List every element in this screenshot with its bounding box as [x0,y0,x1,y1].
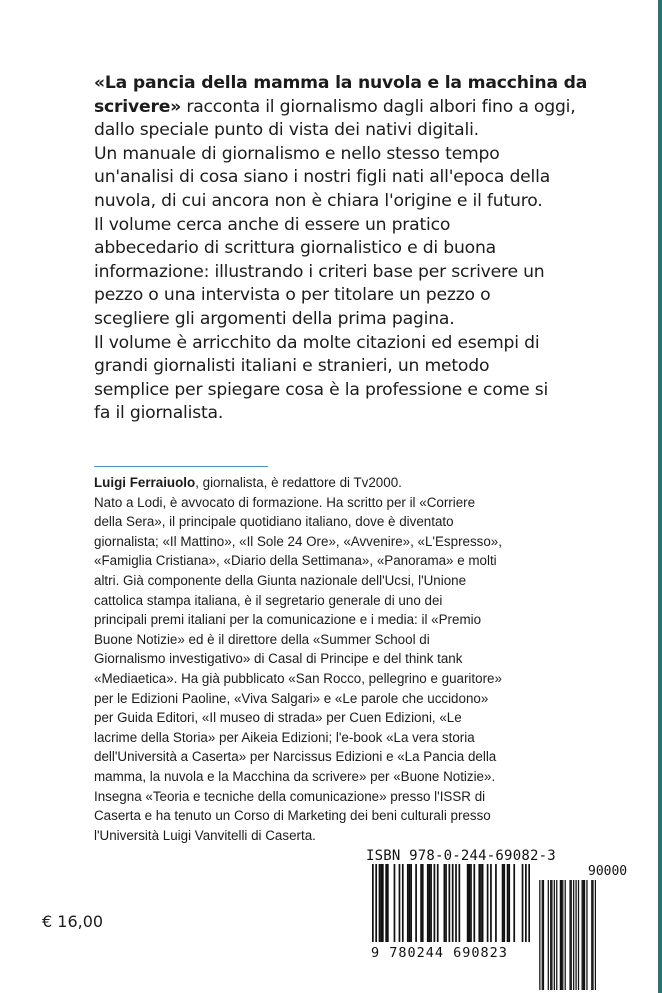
bio-text-run: per Guida Editori, «Il museo di strada» per Cuen Edizioni, «Le [94,710,462,726]
synopsis-line [94,96,576,120]
barcode-bar [387,864,389,942]
bio-text-run: Buone Notizie» ed è il direttore della «Summer School di [94,631,430,647]
barcode-bar [458,864,460,942]
barcode-bar [478,864,480,942]
barcode-bar [445,864,447,942]
barcode-bar [578,880,579,990]
synopsis-text-run: Il volume cerca anche di essere un pratico [94,214,451,235]
barcode-bar [528,864,530,942]
barcode-bar [560,880,561,990]
synopsis-bold-run: «La pancia della mamma la nuvola e la macchina da [94,73,588,93]
barcode-bar [539,880,540,990]
barcode-bar [583,880,584,990]
synopsis-line [94,119,564,143]
barcode-bar [556,880,557,990]
synopsis-line [94,284,564,308]
synopsis-text-run: fa il giornalista. [94,403,224,424]
section-divider [94,466,268,467]
barcode-bar [382,864,384,942]
barcode-main-bars [372,864,530,942]
synopsis-bold-run: scrivere» [94,96,182,117]
barcode-bar [402,864,404,942]
barcode-bar [586,880,587,990]
synopsis-line [94,379,564,403]
barcode-bar [487,864,489,942]
synopsis-text-run: nuvola, di cui ancora non è chiara l'origine e il futuro. [94,190,543,211]
barcode-bar [452,864,454,942]
synopsis-line [94,355,564,379]
bio-line [94,747,564,767]
barcode-addon-bars [538,880,596,990]
bio-text-run: giornalista; «Il Mattino», «Il Sole 24 Ore», «Avvenire», «L'Espresso», [94,533,502,549]
barcode-bar [595,880,596,990]
synopsis-text-run: Il volume è arricchito da molte citazioni ed esempi di [94,332,540,353]
barcode-bar [522,864,524,942]
synopsis-text-run: pezzo o una intervista o per titolare un pezzo o [94,285,491,306]
barcode-bar [394,864,396,942]
bio-line [94,806,564,826]
bio-line [94,610,564,630]
bio-text-run: Nato a Lodi, è avvocato di formazione. Ha scritto per il «Corriere [94,494,476,510]
barcode-bar [444,864,446,942]
bio-bold-run: Luigi Ferraiuolo [94,475,196,490]
bio-text-run: «Mediaetica». Ha già pubblicato «San Rocco, pellegrino e guaritore» [94,670,502,686]
barcode-bar [429,864,431,942]
synopsis-line [94,237,564,261]
barcode-bar [490,864,492,942]
barcode-bar [437,864,439,942]
barcode-bar [427,864,429,942]
synopsis-text-run: grandi giornalisti italiani e stranieri, un metodo [94,356,490,377]
barcode-digits: 9 780244 690823 [371,945,508,961]
bio-line [94,826,564,846]
barcode-bar [503,864,505,942]
barcode-bar [385,864,387,942]
barcode-bar [468,864,470,942]
barcode-bar [543,880,544,990]
bio-text-run: Insegna «Teoria e tecniche della comunicazione» presso l'ISSR di [94,788,486,804]
barcode-bar [495,864,497,942]
bio-line [94,473,564,493]
barcode-bar [409,864,411,942]
barcode-bar [449,864,451,942]
barcode-bar [571,880,572,990]
bio-text-run: Giornalismo investigativo» di Casal di Principe e del think tank [94,651,463,667]
synopsis-line [94,308,564,332]
bio-text-run: dell'Università a Caserta» per Narcissus Edizioni e «La Pancia della [94,749,497,765]
barcode-bar [551,880,552,990]
barcode-bar [372,864,374,942]
bio-line [94,787,564,807]
bio-text-run: «Famiglia Cristiana», «Diario della Settimana», «Panorama» e molti [94,553,497,569]
barcode-bar [480,864,482,942]
barcode-bar [407,864,409,942]
barcode-bar [592,880,593,990]
synopsis-text-run: racconta il giornalismo dagli albori fino a oggi, [181,96,576,117]
barcode-bar [473,864,475,942]
barcode-bar [502,864,504,942]
barcode-bar [415,864,417,942]
barcode-bar [455,864,457,942]
barcode-bar [379,864,381,942]
synopsis-text-run: dallo speciale punto di vista dei nativi digitali. [94,120,479,141]
synopsis-text-run: informazione: illustrando i criteri base per scrivere un [94,261,545,282]
barcode-bar [591,880,592,990]
barcode-bar [569,880,570,990]
bio-text-run: Caserta e ha tenuto un Corso di Marketing dei beni culturali presso [94,808,491,824]
bio-text-run: cattolica stampa italiana, è il segretario generale di uno dei [94,592,443,608]
synopsis-text-run: un'analisi di cosa siano i nostri figli nati all'epoca della [94,167,551,188]
barcode-bar [375,864,377,942]
barcode-bar [525,864,527,942]
bio-text-run: lacrime della Storia» per Aikeia Edizioni; l'e-book «La vera storia [94,729,475,745]
bio-line [94,767,564,787]
barcode-bar [582,880,583,990]
barcode-bar [410,864,412,942]
barcode-bar [422,864,424,942]
barcode-bar [548,880,549,990]
barcode-bar [507,864,509,942]
barcode-bar [542,880,543,990]
isbn-label: ISBN 978-0-244-69082-3 [366,848,556,864]
synopsis-line [94,214,564,238]
bio-line [94,669,564,689]
synopsis-line [94,166,564,190]
barcode-bar [380,864,382,942]
barcode-bar [554,880,555,990]
barcode-bar [562,880,563,990]
bio-line [94,532,564,552]
bio-text-run: principali premi italiani per la comunicazione e i media: il «Premio [94,612,482,628]
barcode-bar [561,880,562,990]
bio-text-run: mamma, la nuvola e la Macchina da scrivere» per «Buone Notizie». [94,768,496,784]
barcode-bar [508,864,510,942]
barcode-bar [420,864,422,942]
synopsis-text-run: scegliere gli argomenti della prima pagina. [94,308,455,329]
bio-text-run: l'Università Luigi Vanvitelli di Caserta. [94,827,316,843]
barcode-bar [399,864,401,942]
synopsis-line [94,332,564,356]
synopsis-text-run: semplice per spiegare cosa è la professione e come si [94,379,549,400]
bio-text-run: altri. Già componente della Giunta nazionale dell'Ucsi, l'Unione [94,572,467,588]
barcode-bar [467,864,469,942]
bio-line [94,493,564,513]
synopsis-line [94,143,564,167]
bio-line [94,689,564,709]
synopsis-line [94,402,564,426]
synopsis-paragraph [94,72,588,426]
synopsis-line [94,72,588,96]
synopsis-text-run: Un manuale di giornalismo e nello stesso tempo [94,143,500,164]
addon-code-label: 90000 [588,864,628,879]
author-bio-paragraph [94,473,564,845]
bio-line [94,591,564,611]
barcode-bar [565,880,566,990]
bio-text-run: della Sera», il principale quotidiano italiano, dove è diventato [94,514,454,530]
bio-line [94,571,564,591]
barcode-bar [550,880,551,990]
bio-line [94,728,564,748]
bio-line [94,708,564,728]
synopsis-line [94,190,564,214]
bio-line [94,551,564,571]
bio-text-run: per le Edizioni Paoline, «Viva Salgari» e «Le parole che uccidono» [94,690,489,706]
barcode-bar [513,864,515,942]
barcode-bar [584,880,585,990]
barcode-bar [430,864,432,942]
barcode-bar [575,880,576,990]
barcode-bar [482,864,484,942]
synopsis-text-run: abbecedario di scrittura giornalistico e di buona [94,238,497,259]
bio-line [94,649,564,669]
spine-edge-stripe [658,0,662,993]
bio-line [94,512,564,532]
price-label: € 16,00 [42,912,104,931]
bio-line [94,630,564,650]
synopsis-line [94,261,564,285]
barcode-bar [573,880,574,990]
bio-text-run: , giornalista, è redattore di Tv2000. [195,475,402,490]
barcode-bar [470,864,472,942]
barcode-bar [434,864,436,942]
